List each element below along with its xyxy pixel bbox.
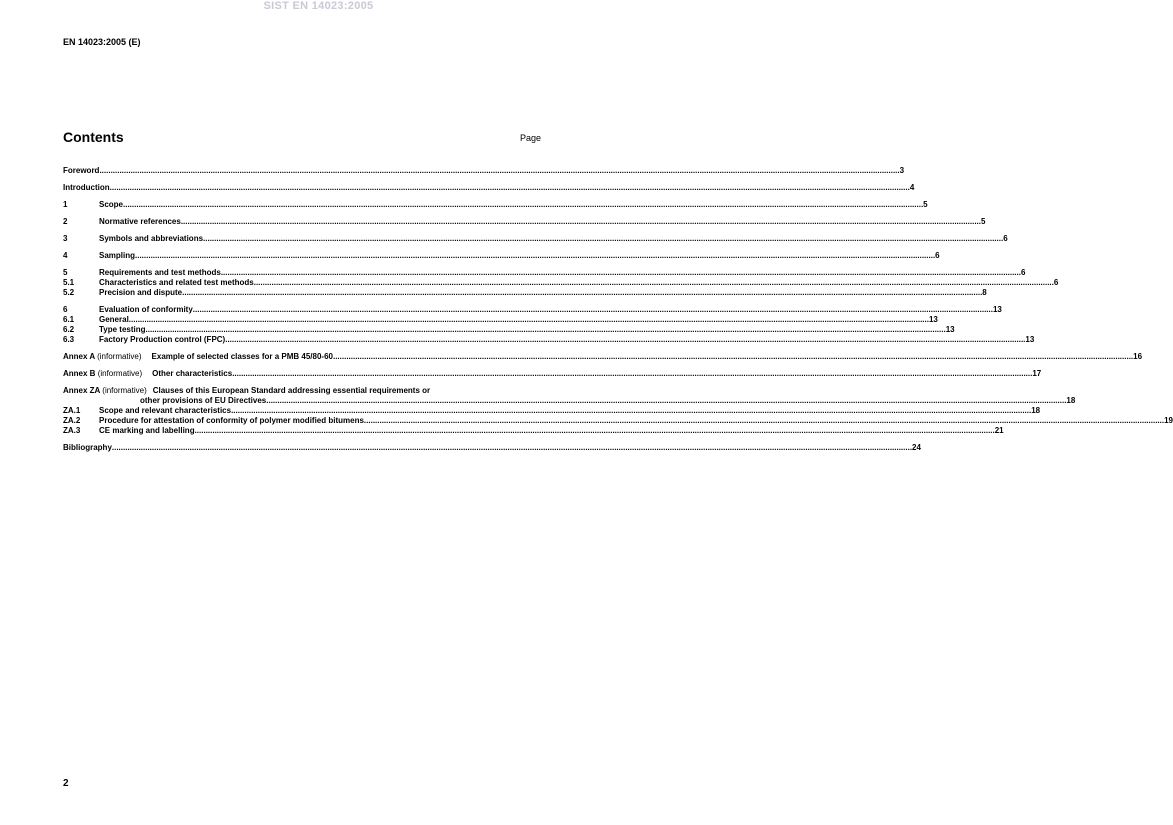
toc-page: 5	[923, 200, 928, 209]
toc-title: Characteristics and related test methods	[99, 278, 254, 287]
annex-informative: (informative)	[102, 386, 147, 395]
toc-page: 13	[992, 305, 1002, 314]
annex-label	[63, 386, 147, 396]
toc-leader	[333, 352, 1133, 362]
toc-title: Symbols and abbreviations	[99, 234, 204, 243]
toc-title-continued: other provisions of EU Directives	[140, 396, 267, 405]
toc-page: 6	[935, 251, 940, 260]
toc-entry-annex-a[interactable]	[63, 352, 1143, 362]
toc-entry-precision[interactable]	[63, 288, 987, 298]
toc-entry-za2[interactable]	[63, 416, 1173, 426]
watermark: SIST EN 14023:2005	[263, 0, 374, 12]
toc-entry-evaluation[interactable]	[63, 305, 1002, 315]
annex-name: Annex B	[63, 369, 96, 378]
toc-number: 5	[63, 268, 68, 277]
toc-page: 3	[899, 166, 905, 175]
toc-page: 17	[1032, 369, 1042, 378]
toc-page: 13	[1025, 335, 1035, 344]
toc-title: Procedure for attestation of conformity of polymer modified bitumens	[99, 416, 364, 425]
toc-leader	[225, 335, 1025, 345]
toc-title: Type testing	[99, 325, 146, 334]
toc-page: 6	[1003, 234, 1008, 243]
toc-entry-za3[interactable]	[63, 426, 1004, 436]
toc-title: Scope	[99, 200, 124, 209]
toc-title: Clauses of this European Standard addressing essential requirements or	[152, 386, 431, 395]
annex-informative: (informative)	[97, 369, 143, 378]
toc-number: 3	[63, 234, 68, 243]
toc-leader	[181, 217, 981, 227]
toc-number: 6.2	[63, 325, 75, 334]
table-of-contents	[63, 166, 1173, 453]
toc-leader	[364, 416, 1164, 426]
toc-page: 18	[1031, 406, 1041, 415]
toc-title: CE marking and labelling	[99, 426, 195, 435]
toc-title: Normative references	[99, 217, 181, 226]
toc-page: 16	[1133, 352, 1143, 361]
toc-entry-fpc[interactable]	[63, 335, 1035, 345]
toc-page: 18	[1066, 396, 1076, 405]
toc-entry-characteristics[interactable]	[63, 278, 1059, 288]
toc-entry-introduction[interactable]	[63, 183, 915, 193]
toc-number: 6.1	[63, 315, 75, 324]
toc-entry-sampling[interactable]	[63, 251, 940, 261]
annex-label	[63, 352, 142, 362]
toc-title: Example of selected classes for a PMB 45/80-60	[151, 352, 333, 361]
toc-number: ZA.3	[63, 426, 81, 435]
toc-page: 6	[1053, 278, 1059, 287]
toc-leader	[99, 166, 899, 176]
toc-entry-foreword[interactable]	[63, 166, 905, 176]
page-number: 2	[63, 778, 69, 789]
toc-number: 5.1	[63, 278, 75, 287]
toc-entry-annex-za[interactable]	[63, 386, 541, 396]
toc-leader	[231, 406, 1031, 416]
annex-name: Annex A	[63, 352, 95, 361]
contents-title: Contents	[63, 129, 124, 145]
toc-title: Bibliography	[63, 443, 112, 452]
toc-number: 4	[63, 251, 68, 260]
toc-entry-type-testing[interactable]	[63, 325, 955, 335]
toc-entry-annex-za-cont[interactable]	[63, 396, 1076, 406]
annex-name: Annex ZA	[63, 386, 101, 395]
toc-number: 6	[63, 305, 68, 314]
toc-page: 21	[994, 426, 1004, 435]
toc-page: 5	[980, 217, 986, 226]
toc-title: General	[99, 315, 129, 324]
toc-number: ZA.1	[63, 406, 81, 415]
toc-leader	[135, 251, 935, 261]
toc-title: Factory Production control (FPC)	[99, 335, 226, 344]
toc-page: 19	[1164, 416, 1173, 425]
toc-leader	[193, 305, 993, 315]
toc-leader	[232, 369, 1032, 379]
annex-label	[63, 369, 142, 379]
toc-title: Precision and dispute	[99, 288, 183, 297]
toc-entry-za1[interactable]	[63, 406, 1041, 416]
toc-leader	[221, 268, 1021, 278]
toc-title: Introduction	[63, 183, 110, 192]
toc-leader	[203, 234, 1003, 244]
toc-number: 1	[63, 200, 68, 209]
toc-leader	[266, 396, 1066, 406]
toc-entry-requirements[interactable]	[63, 268, 1026, 278]
toc-page: 13	[928, 315, 938, 324]
toc-page: 24	[912, 443, 921, 452]
document-id: EN 14023:2005 (E)	[63, 37, 141, 47]
toc-number: 2	[63, 217, 68, 226]
toc-entry-bibliography[interactable]	[63, 443, 921, 453]
toc-leader	[112, 443, 912, 453]
toc-page: 8	[982, 288, 987, 297]
annex-informative: (informative)	[97, 352, 142, 361]
toc-page: 4	[909, 183, 915, 192]
toc-title: Foreword	[63, 166, 100, 175]
toc-entry-annex-b[interactable]	[63, 369, 1042, 379]
toc-title: Sampling	[99, 251, 136, 260]
toc-number: 5.2	[63, 288, 75, 297]
toc-entry-scope[interactable]	[63, 200, 928, 210]
page-column-label: Page	[519, 133, 541, 143]
toc-title: Requirements and test methods	[99, 268, 221, 277]
toc-entry-symbols[interactable]	[63, 234, 1008, 244]
toc-entry-general[interactable]	[63, 315, 938, 325]
toc-number: 6.3	[63, 335, 75, 344]
toc-page: 13	[945, 325, 955, 334]
toc-title: Evaluation of conformity	[99, 305, 193, 314]
toc-title: Other characteristics	[152, 369, 233, 378]
toc-leader	[123, 200, 923, 210]
toc-leader	[195, 426, 995, 436]
toc-title: Scope and relevant characteristics	[99, 406, 232, 415]
toc-leader	[182, 288, 982, 298]
toc-leader	[110, 183, 910, 193]
toc-leader	[254, 278, 1054, 288]
toc-leader	[146, 325, 946, 335]
toc-leader	[129, 315, 929, 325]
toc-number: ZA.2	[63, 416, 81, 425]
toc-page: 6	[1020, 268, 1026, 277]
toc-entry-normative-references[interactable]	[63, 217, 986, 227]
